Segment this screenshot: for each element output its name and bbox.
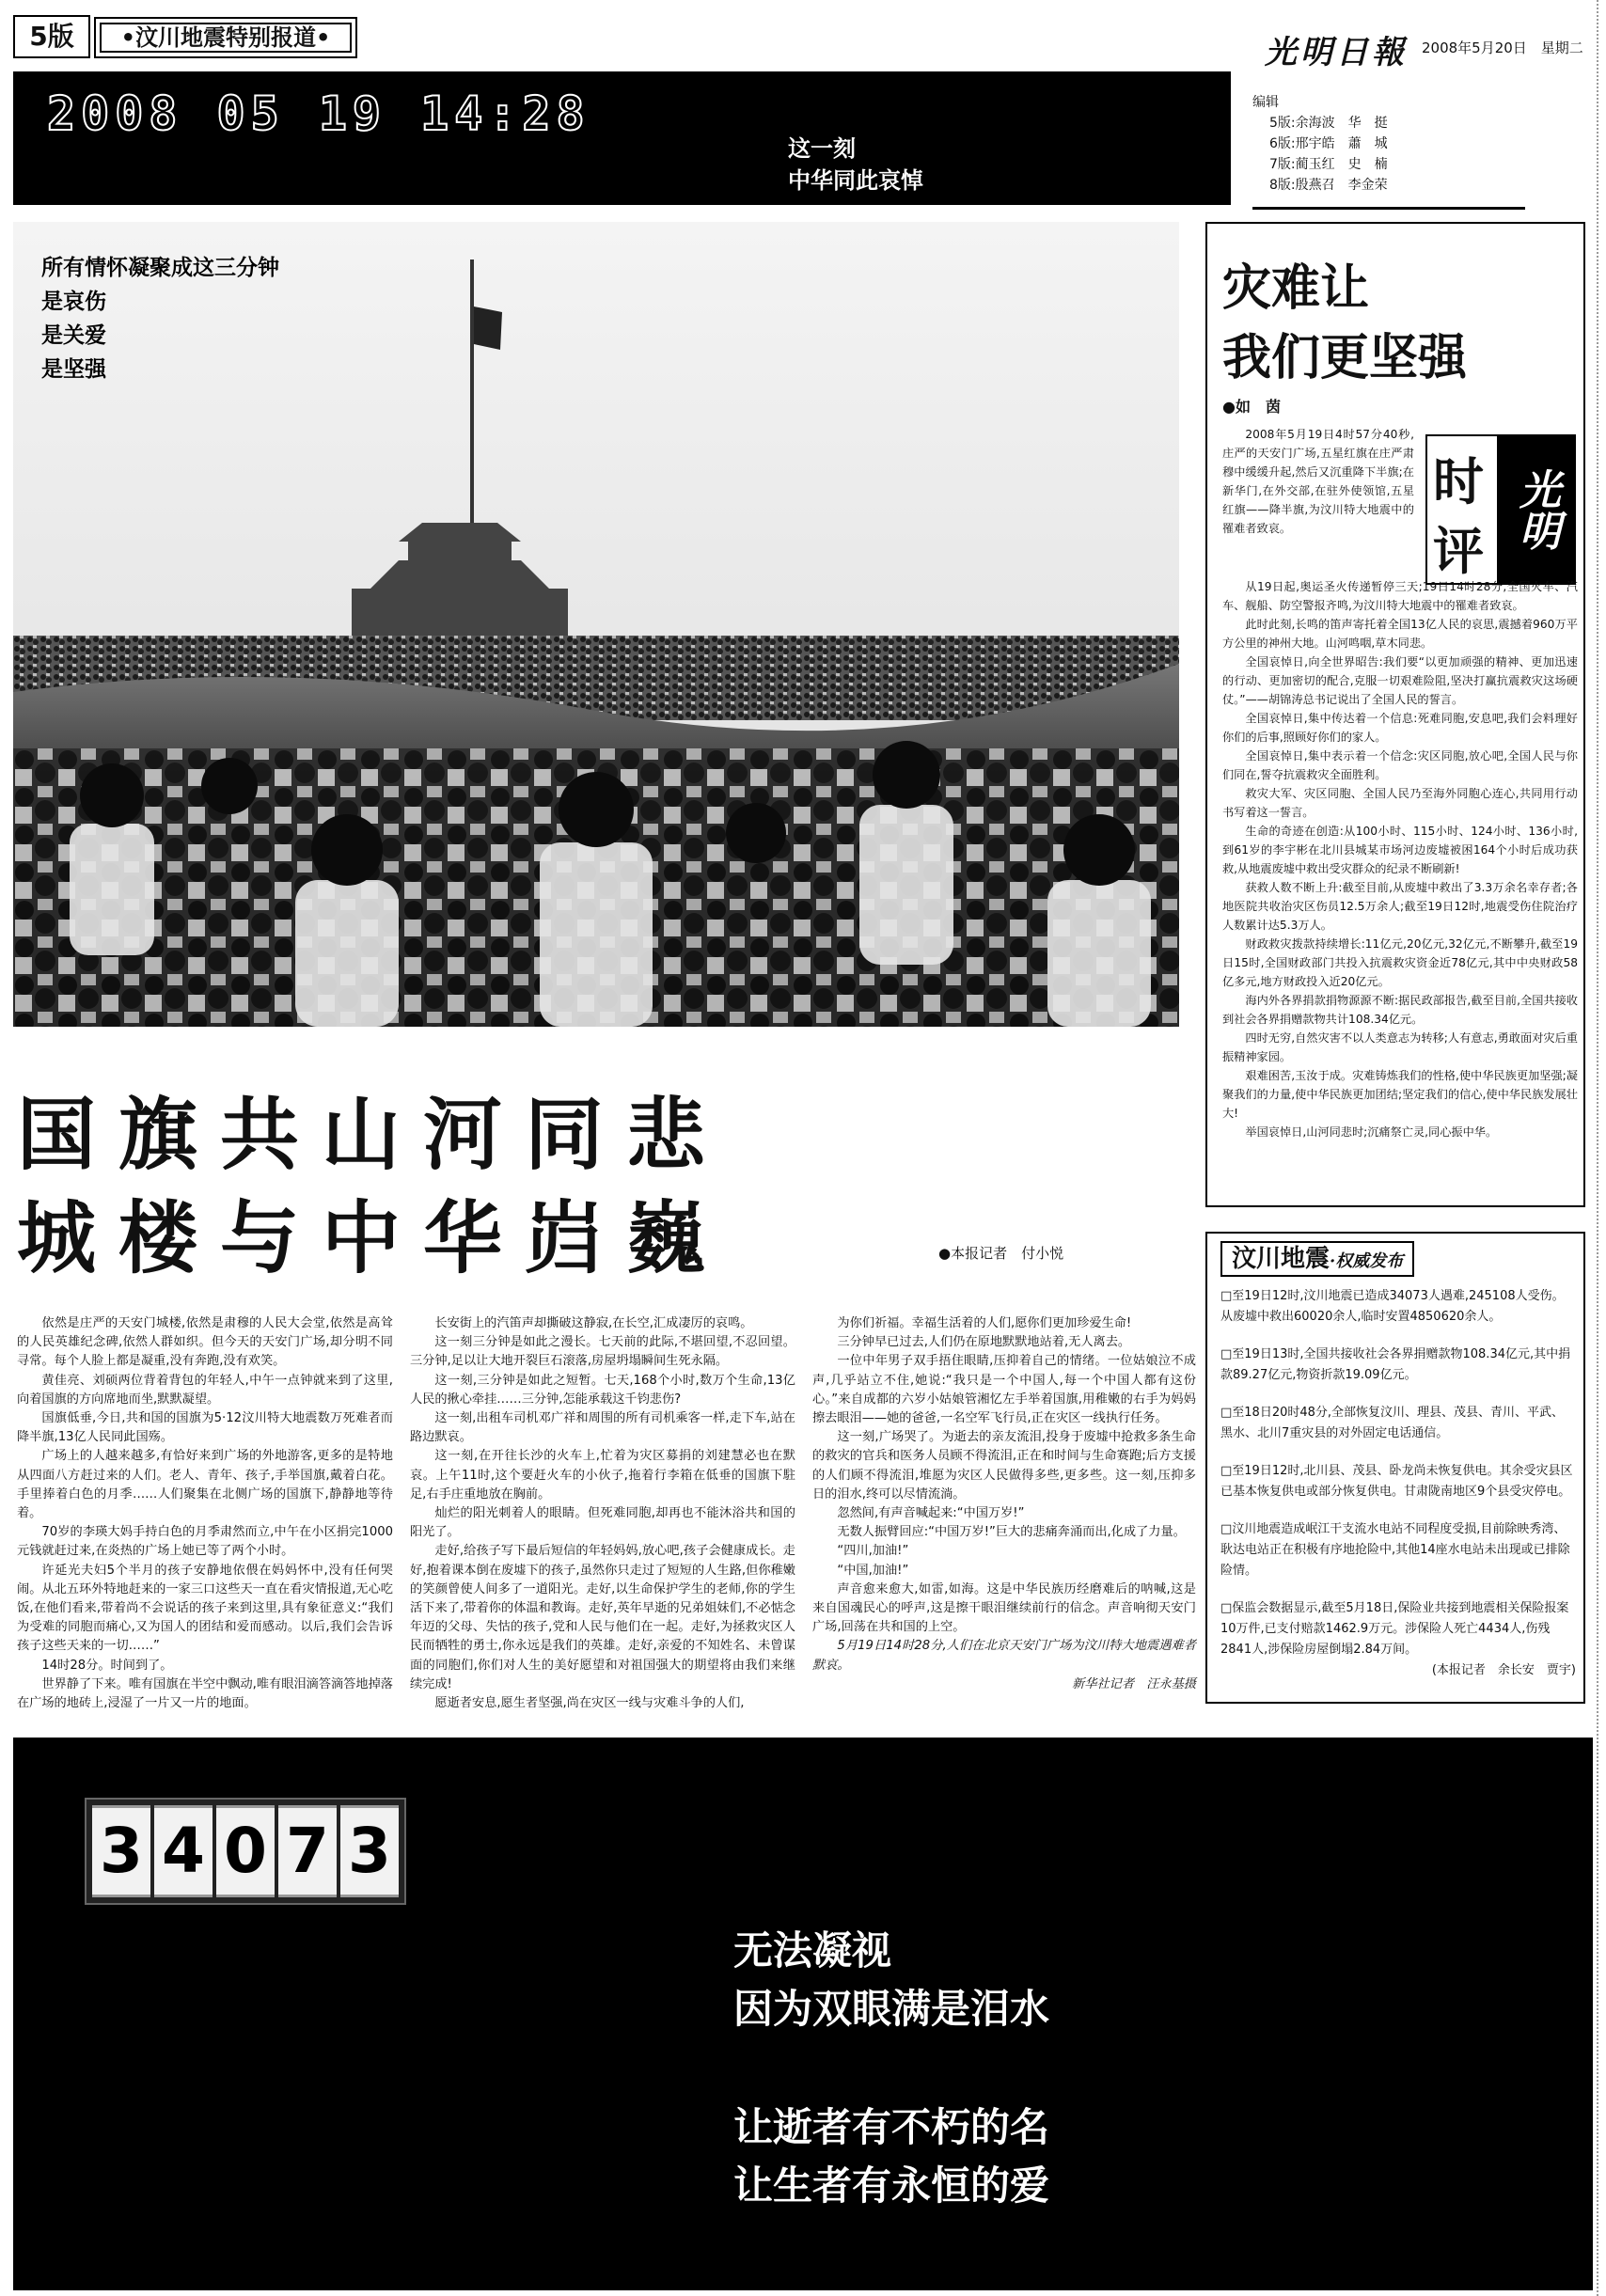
- memorial-line: 因为双眼满是泪水: [733, 1986, 1050, 2032]
- article-paragraph: 三分钟早已过去,人们仍在原地默默地站着,无人离去。: [837, 1335, 1131, 1350]
- news-box-title-main: 汶川地震: [1232, 1245, 1330, 1273]
- commentary-title-1: 灾难让: [1222, 259, 1370, 317]
- news-box-title: [1220, 1241, 1414, 1277]
- shiping-logo: [1425, 434, 1576, 585]
- news-box-byline: (本报记者 余长安 贾宇): [1431, 1663, 1576, 1677]
- editors-label: 编辑: [1252, 95, 1279, 110]
- time-banner: [13, 71, 1231, 205]
- article-column-2: [410, 1314, 795, 1713]
- commentary-paragraph: 救灾大军、灾区同胞、全国人民乃至海外同胞心连心,共同用行动书写着这一誓言。: [1222, 787, 1578, 819]
- editor-line: 8版:殷燕召 李金荣: [1269, 178, 1388, 193]
- timestamp: 2008 05 19 14:28: [47, 86, 590, 141]
- article-paragraph: 这一刻,广场哭了。为逝去的亲友流泪,投身于废墟中抢救多条生命的救灾的官兵和医务人员顾不得流泪,正在和时间与生命赛跑;后方支援的人们顾不得流泪,堆愿为灾区人民做得多些,更多些。这一刻,压抑多日的泪水,终可以尽情流淌。: [812, 1430, 1196, 1502]
- editor-line: 7版:蔺玉红 史 楠: [1269, 157, 1388, 172]
- memorial-line: 让逝者有不朽的名: [733, 2104, 1050, 2150]
- article-paragraph: 依然是庄严的天安门城楼,依然是肃穆的人民大会堂,依然是高耸的人民英雄纪念碑,依然人群如织。但今天的天安门广场,却分明不同寻常。每个人脸上都是凝重,没有奔跑,没有欢笑。: [17, 1316, 393, 1369]
- commentary-lead: [1222, 425, 1414, 538]
- article-paragraph: 这一刻,三分钟是如此之短暂。七天,168个小时,数万个生命,13亿人民的揪心牵挂……三分钟,怎能承载这千钧悲伤?: [410, 1373, 795, 1407]
- article-paragraph: 世界静了下来。唯有国旗在半空中飘动,唯有眼泪滴答滴答地掉落在广场的地砖上,浸湿了一片又一片的地面。: [17, 1676, 393, 1711]
- banner-line-1: 这一刻: [788, 135, 856, 162]
- counter-digit: 3: [340, 1805, 399, 1897]
- article-column-3: [812, 1314, 1196, 1694]
- commentary-paragraph: 此时此刻,长鸣的笛声寄托着全国13亿人民的哀思,震撼着960万平方公里的神州大地。山河鸣咽,草木同悲。: [1222, 618, 1578, 650]
- memorial-line: 让生者有永恒的爱: [733, 2162, 1050, 2209]
- commentary-paragraph: 从19日起,奥运圣火传递暂停三天;19日14时28分,全国火车、汽车、舰船、防空警报齐鸣,为汶川特大地震中的罹难者致哀。: [1222, 580, 1578, 612]
- article-paragraph: 70岁的李瑛大妈手持白色的月季肃然而立,中午在小区捐完1000元钱就赶过来,在炎热的广场上她已等了两个小时。: [17, 1525, 393, 1559]
- photo-intro-line: 是关爱: [41, 322, 106, 348]
- article-paragraph: 灿烂的阳光刺着人的眼睛。但死难同胞,却再也不能沐浴共和国的阳光了。: [410, 1506, 795, 1540]
- article-paragraph: 声音愈来愈大,如雷,如海。这是中华民族历经磨难后的呐喊,这是来自国魂民心的呼声,这是擦干眼泪继续前行的信念。声音响彻天安门广场,回荡在共和国的上空。: [812, 1581, 1196, 1635]
- news-item: □至19日13时,全国共接收社会各界捐赠款物108.34亿元,其中捐款89.27亿元,物资折款19.09亿元。: [1220, 1347, 1571, 1382]
- crowd-photo: [13, 222, 1179, 1027]
- commentary-paragraph: 2008年5月19日4时57分40秒,庄严的天安门广场,五星红旗在庄严肃穆中缓缓升起,然后又沉重降下半旗;在新华门,在外交部,在驻外使领馆,五星红旗——降半旗,为汶川特大地震中的罹难者致哀。: [1222, 428, 1414, 535]
- commentary-paragraph: 获救人数不断上升:截至目前,从废墟中救出了3.3万余名幸存者;各地医院共收治灾区伤员12.5万余人;截至19日12时,地震受伤住院治疗人数累计达5.3万人。: [1222, 881, 1578, 932]
- article-paragraph: 黄佳亮、刘硕两位背着背包的年轻人,中午一点钟就来到了这里,向着国旗的方向席地而坐,默默凝望。: [17, 1373, 393, 1407]
- article-paragraph: 忽然间,有声音喊起来:“中国万岁!”: [837, 1506, 1025, 1521]
- commentary-paragraph: 生命的奇迹在创造:从100小时、115小时、124小时、136小时,到61岁的李宇彬在北川县城某市场河边废墟被困164个小时后成功获救,从地震废墟中救出受灾群众的纪录不断刷新!: [1222, 825, 1578, 875]
- editor-line: 5版:余海波 华 挺: [1269, 116, 1388, 131]
- article-paragraph: 无数人振臂回应:“中国万岁!”巨大的悲痛奔涌而出,化成了力量。: [837, 1525, 1186, 1540]
- commentary-author: ●如 茵: [1222, 398, 1281, 416]
- flag-icon: [474, 307, 502, 350]
- news-box-body: [1220, 1286, 1576, 1681]
- commentary-paragraph: 全国哀悼日,集中表示着一个信念:灾区同胞,放心吧,全国人民与你们同在,誓夺抗震救灾全面胜利。: [1222, 749, 1578, 781]
- commentary-paragraph: 海内外各界捐款捐物源源不断:据民政部报告,截至目前,全国共接收到社会各界捐赠款物共计108.34亿元。: [1222, 994, 1578, 1026]
- news-item: □至18日20时48分,全部恢复汶川、理县、茂县、青川、平武、黑水、北川7重灾县的对外固定电话通信。: [1220, 1406, 1565, 1440]
- masthead-logo: 光明日報: [1265, 34, 1408, 71]
- shiping-char: 时: [1433, 451, 1484, 511]
- news-box-subtitle: ·权威发布: [1330, 1251, 1404, 1271]
- article-paragraph: 许延光夫妇5个半月的孩子安静地依偎在妈妈怀中,没有任何哭闹。从北五环外特地赶来的一家三口这些天一直在看灾情报道,无心吃饭,在他们看来,带着尚不会说话的孩子来到这里,具有象征意义:“我们为受难的同胞而痛心,又为国人的团结和爱而感动。以后,我们会告诉孩子这些天来的一切……”: [17, 1563, 393, 1654]
- article-paragraph: 走好,给孩子写下最后短信的年轻妈妈,放心吧,孩子会健康成长。走好,抱着课本倒在废墟下的孩子,虽然你只走过了短短的人生路,但你稚嫩的笑颜曾使人间多了一道阳光。走好,以生命保护学生的老师,你的学生活下来了,带着你的体温和教诲。走好,英年早逝的兄弟姐妹们,不必惦念年迈的父母、失怙的孩子,党和人民与他们在一起。走好,为拯救灾区人民而牺牲的勇士,你永远是我们的英雄。走好,亲爱的不知姓名、未曾谋面的同胞们,你们对人生的美好愿望和对祖国强大的期望将由我们来继续完成!: [410, 1544, 795, 1691]
- news-item: □至19日12时,北川县、茂县、卧龙尚未恢复供电。其余受灾县区已基本恢复供电或部分恢复供电。甘肃陇南地区9个县受灾停电。: [1220, 1464, 1573, 1499]
- news-item: □至19日12时,汶川地震已造成34073人遇难,245108人受伤。从废墟中救出60020余人,临时安置4850620余人。: [1220, 1289, 1565, 1324]
- article-paragraph: 为你们祈福。幸福生活着的人们,愿你们更加珍爱生命!: [837, 1316, 1132, 1330]
- commentary-paragraph: 全国哀悼日,向全世界昭告:我们要“以更加顽强的精神、更加迅速的行动、更加密切的配合,克服一切艰难险阻,坚决打赢抗震救灾这场硬仗。”——胡锦涛总书记说出了全国人民的誓言。: [1222, 655, 1578, 706]
- article-paragraph: 这一刻三分钟是如此之漫长。七天前的此际,不堪回望,不忍回望。三分钟,足以让大地开裂巨石滚落,房屋坍塌瞬间生死永隔。: [410, 1335, 795, 1369]
- article-paragraph: 一位中年男子双手捂住眼睛,压抑着自己的情绪。一位姑娘泣不成声,几乎站立不住,她说:“我只是一个中国人,每一个中国人都有这份心。”来自成都的六岁小姑娘管湘忆左手举着国旗,用稚嫩的右手为妈妈擦去眼泪——她的爸爸,一名空军飞行员,正在灾区一线执行任务。: [812, 1354, 1196, 1426]
- article-paragraph: 这一刻,在开往长沙的火车上,忙着为灾区募捐的刘建慧必也在默哀。上午11时,这个要赶火车的小伙子,拖着行李箱在低垂的国旗下駐足,右手庄重地放在胸前。: [410, 1449, 795, 1502]
- photo-intro-line: 是哀伤: [41, 289, 106, 314]
- death-toll-counter: [85, 1798, 406, 1905]
- commentary-paragraph: 艰难困苦,玉汝于成。灾难铸炼我们的性格,使中华民族更加坚强;凝聚我们的力量,使中华民族更加团结;坚定我们的信心,使中华民族发展壮大!: [1222, 1069, 1578, 1120]
- news-item: □汶川地震造成岷江干支流水电站不同程度受损,目前除映秀湾、耿达电站正在积极有序地抢险中,其他14座水电站未出现或已排除险情。: [1220, 1522, 1570, 1578]
- counter-digit: 0: [216, 1805, 275, 1897]
- editor-line: 6版:邢宇皓 蕭 城: [1269, 136, 1388, 151]
- commentary-paragraph: 全国哀悼日,集中传达着一个信息:死难同胞,安息吧,我们会料理好你们的后事,照顾好你们的家人。: [1222, 712, 1578, 744]
- commentary-title-2: 我们更坚强: [1222, 329, 1468, 386]
- article-paragraph: 长安街上的汽笛声却撕破这静寂,在长空,汇成凄厉的哀鸣。: [434, 1316, 753, 1330]
- photo-credit: 新华社记者 汪永基摄: [1072, 1676, 1196, 1691]
- counter-digit: 3: [92, 1805, 150, 1897]
- photo-intro-line: 所有情怀凝聚成这三分钟: [41, 255, 279, 280]
- banner-line-2: 中华同此哀悼: [788, 167, 923, 194]
- counter-digit: 7: [278, 1805, 337, 1897]
- shiping-brand: 光明: [1497, 436, 1574, 583]
- article-paragraph: 广场上的人越来越多,有恰好来到广场的外地游客,更多的是特地从四面八方赶过来的人们。老人、青年、孩子,手举国旗,戴着白花。手里捧着白色的月季……人们聚集在北侧广场的国旗下,静静地等待着。: [17, 1449, 393, 1521]
- commentary-paragraph: 财政救灾拨款持续增长:11亿元,20亿元,32亿元,不断攀升,截至19日15时,全国财政部门共投入抗震救灾资金近78亿元,其中中央财政58亿多元,地方财政投入近20亿元。: [1222, 937, 1578, 988]
- editors-list: [1252, 92, 1388, 196]
- article-byline: ●本报记者 付小悦: [938, 1245, 1064, 1262]
- article-column-1: [17, 1314, 393, 1713]
- page-number: 5版: [13, 15, 90, 58]
- commentary-paragraph: 举国哀悼日,山河同悲时;沉痛祭亡灵,同心振中华。: [1245, 1125, 1498, 1139]
- editors-rule: [1252, 207, 1525, 210]
- article-paragraph: 14时28分。时间到了。: [41, 1658, 173, 1673]
- headline-line-1: 国旗共山河同悲: [17, 1088, 729, 1181]
- crowd-photo-image: [13, 222, 1179, 1027]
- section-label: •汶川地震特别报道•: [94, 17, 357, 58]
- commentary-body: [1222, 577, 1578, 1141]
- counter-digit: 4: [154, 1805, 213, 1897]
- news-item: □保监会数据显示,截至5月18日,保险业共接到地震相关保险报案10万件,已支付赔款1462.9万元。涉保险人死亡4434人,伤残2841人,涉保险房屋倒塌2.84万间。: [1220, 1601, 1569, 1657]
- article-paragraph: “中国,加油!”: [837, 1563, 909, 1578]
- photo-caption: 5月19日14时28分,人们在北京天安门广场为汶川特大地震遇难者默哀。: [812, 1639, 1196, 1673]
- article-paragraph: 这一刻,出租车司机邓广祥和周围的所有司机乘客一样,走下车,站在路边默哀。: [410, 1411, 795, 1445]
- memorial-line: 无法凝视: [733, 1927, 892, 1974]
- shiping-char: 评: [1433, 521, 1484, 581]
- headline-line-2: 城楼与中华岿巍: [17, 1191, 729, 1284]
- article-paragraph: “四川,加油!”: [837, 1544, 909, 1559]
- commentary-paragraph: 四时无穷,自然灾害不以人类意志为转移;人有意志,勇敢面对灾后重振精神家园。: [1222, 1031, 1578, 1063]
- margin-rule: [1597, 0, 1598, 2296]
- photo-intro-line: 是坚强: [41, 356, 106, 382]
- dateline: 2008年5月20日 星期二: [1422, 39, 1583, 56]
- article-paragraph: 愿逝者安息,愿生者坚强,尚在灾区一线与灾难斗争的人们,: [434, 1696, 745, 1711]
- article-paragraph: 国旗低垂,今日,共和国的国旗为5·12汶川特大地震数万死难者而降半旗,13亿人民同此国殇。: [17, 1411, 393, 1445]
